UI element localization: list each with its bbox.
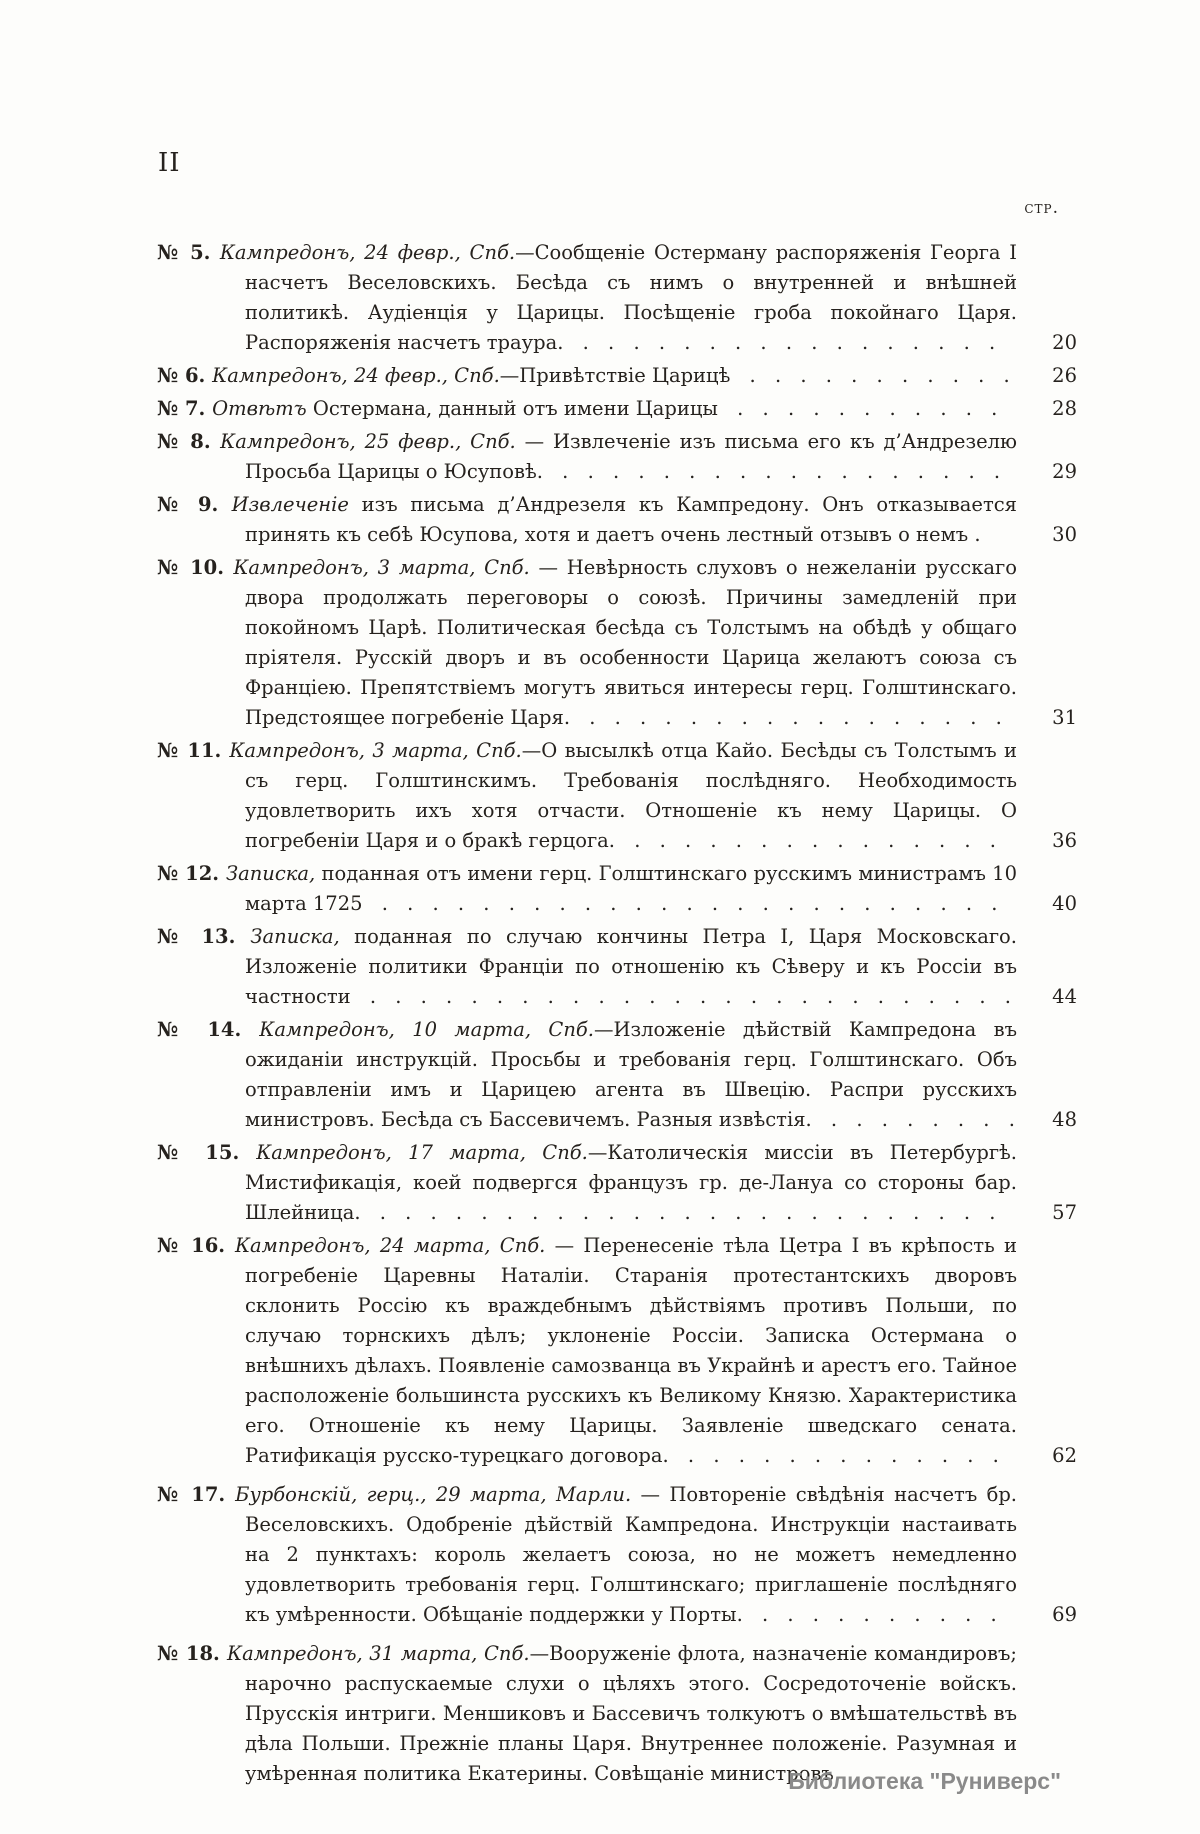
entry-description: изъ письма д’Андрезеля къ Кампредону. Онъ отказывается принять къ себѣ Юсупова, хотя и даетъ очень лестный отзывъ о немъ . [245,493,1017,546]
dot-leader: . . . . . . . . . . . . . [668,1444,999,1467]
entry-page-number: 48 [1052,1108,1077,1131]
entry-description: — Перенесеніе тѣла Цетра I въ крѣпость и погребеніе Царевны Наталіи. Старанія протестантскихъ дворовъ склонить Россію къ враждебнымъ дѣйствіямъ противъ Польши, по случаю торнскихъ дѣлъ; уклоненіе Россіи. Записка Остермана о внѣшнихъ дѣлахъ. Появленіе самозванца въ Украйнѣ и арестъ его. Тайное расположеніе большинста русскихъ къ Великому Князю. Характеристика его. Отношеніе къ нему Царицы. Заявленіе шведскаго сената. Ратификація русско-турецкаго договора. [245,1234,1017,1467]
library-watermark: Библиотека "Руниверс" [788,1768,1061,1794]
entry-description: — Повтореніе свѣдѣнія насчетъ бр. Веселовскихъ. Одобреніе дѣйствій Кампредона. Инструкціи настаивать на 2 пунктахъ: король желаетъ союза, но не можетъ немедленно удовлетворить требованія герц. Голштинскаго; приглашеніе послѣдняго къ умѣренности. Обѣщаніе поддержки у Порты. [245,1483,1018,1626]
entry-source-italic: Бурбонскій, герц., 29 марта, Марли. [235,1483,632,1506]
entry-source-italic: Извлеченіе [231,493,349,516]
entry-number: № 7. [157,397,213,420]
toc-entry [157,922,1077,1012]
entry-description: поданная отъ имени герц. Голштинскаго русскимъ министрамъ 10 марта 1725 [245,862,1017,915]
entry-source-italic: Кампредонъ, 31 марта, Спб. [227,1642,530,1665]
dot-leader: . . . . . . . . [811,1108,1015,1131]
entry-description: —Привѣтствіе Царицѣ [499,364,731,387]
entry-description: —О высылкѣ отца Кайо. Бесѣды съ Толстымъ и съ герц. Голштинскимъ. Требованія послѣдняго. Необходимость удовлетворить ихъ хотя отчасти. Отношеніе къ нему Царицы. О погребеніи Царя и о бракѣ герцога. [245,739,1018,852]
entry-page-number: 30 [1052,523,1077,546]
entry-number: № 9. [157,493,232,516]
dot-leader: . . . . . . . . . . . . . . . . . . . . . . . . . [360,1201,996,1224]
toc-entry [157,394,1077,424]
entry-page-number: 40 [1052,892,1077,915]
entry-page-number: 31 [1052,706,1077,729]
entry-description: — Извлеченіе изъ письма его къ д’Андрезелю Просьба Царицы о Юсуповѣ. [245,430,1017,483]
entry-description: —Сообщеніе Остерману распоряженія Георга I насчетъ Веселовскихъ. Бесѣда съ нимъ о внутренней и внѣшней политикѣ. Аудіенція у Царицы. Посѣщеніе гроба покойнаго Царя. Распоряженія насчетъ траура. [245,241,1017,354]
entry-page-number: 28 [1052,397,1077,420]
toc-entry [157,361,1077,391]
entry-source-italic: Кампредонъ, 24 февр., Спб. [219,241,516,264]
entry-source-italic: Кампредонъ, 10 марта, Спб. [259,1018,594,1041]
entry-description: —Вооруженіе флота, назначеніе командировъ; нарочно распускаемые слухи о цѣляхъ этого. Сосредоточеніе войскъ. Прусскія интриги. Меншиковъ и Бассевичъ толкуютъ о вмѣшательствѣ въ дѣла Польши. Прежніе планы Царя. Внутреннее положеніе. Разумная и умѣренная политика Екатерины. Совѣщаніе министровъ [245,1642,1017,1785]
entry-number: № 17. [157,1483,236,1506]
toc-entry [157,1138,1077,1228]
page-column-header: стр. [1024,198,1059,218]
entry-number: № 13. [157,925,251,948]
entry-description: поданная по случаю кончины Петра I, Царя Московскаго. Изложеніе политики Франціи по отношенію къ Сѣверу и къ Россіи въ частности [245,925,1017,1008]
entry-number: № 8. [157,430,221,453]
entry-source-italic: Кампредонъ, 24 февр., Спб. [212,364,500,387]
entry-description: —Изложеніе дѣйствій Кампредона въ ожиданіи инструкцій. Просьбы и требованія герц. Голштинскаго. Объ отправленіи имъ и Царицею агента въ Швецію. Распри русскихъ министровъ. Бесѣда съ Бассевичемъ. Разныя извѣстія. [245,1018,1017,1131]
entry-number: № 15. [157,1141,257,1164]
toc-entry [157,859,1077,919]
dot-leader: . . . . . . . . . . [742,1603,997,1626]
dot-leader: . . . . . . . . . . . . . . . [615,829,996,852]
entry-number: № 11. [157,739,230,762]
dot-leader: . . . . . . . . . . . . . . . . . . . . . . . . . [362,892,998,915]
entry-source-italic: Кампредонъ, 25 февр., Спб. [220,430,516,453]
folio-number: II [158,148,181,178]
entry-number: № 6. [157,364,213,387]
entry-page-number: 57 [1052,1201,1077,1224]
dot-leader: . . . . . . . . . . . [730,364,1010,387]
toc-entry [157,427,1077,487]
dot-leader: . . . . . . . . . . . . . . . . . [563,331,996,354]
entry-source-italic: Записка, [225,862,316,885]
toc-entry [157,1231,1077,1471]
entry-description: — Невѣрность слуховъ о нежеланіи русскаго двора продолжать переговоры о союзѣ. Причины замедленій при покойномъ Царѣ. Политическая бесѣда съ Толстымъ на обѣдѣ у общаго пріятеля. Русскій дворъ и въ особенности Царица желаютъ союза съ Франціею. Препятствіемъ могутъ явиться интересы герц. Голштинскаго. Предстоящее погребеніе Царя. [245,556,1017,729]
dot-leader: . . . . . . . . . . . . . . . . . . [542,460,1001,483]
toc-entry [157,553,1077,733]
toc-entry [157,1639,1077,1789]
entry-page-number: 62 [1052,1444,1077,1467]
entry-source-italic: Кампредонъ, 24 марта, Спб. [234,1234,546,1257]
dot-leader: . . . . . . . . . . . [717,397,998,420]
toc-entry [157,1480,1077,1630]
entry-source-italic: Отвѣтъ [212,397,307,420]
entry-number: № 14. [157,1018,260,1041]
entry-page-number: 69 [1052,1603,1077,1626]
entry-description: Остермана, данный отъ имени Царицы [306,397,718,420]
entry-number: № 16. [157,1234,235,1257]
toc-entry [157,1015,1077,1135]
entry-description: —Католическія миссіи въ Петербургѣ. Мистификація, коей подвергся французъ гр. де-Лануа со стороны бар. Шлейница. [245,1141,1017,1224]
entry-source-italic: Записка, [250,925,340,948]
dot-leader: . . . . . . . . . . . . . . . . . [570,706,1002,729]
dot-leader: . . . . . . . . . . . . . . . . . . . . . . . . . . [350,985,1011,1008]
toc-entry [157,736,1077,856]
entry-page-number: 44 [1052,985,1077,1008]
entry-number: № 18. [157,1642,228,1665]
entry-page-number: 29 [1052,460,1077,483]
entry-page-number: 36 [1052,829,1077,852]
entry-number: № 12. [157,862,226,885]
table-of-contents [157,238,1077,1789]
entry-number: № 10. [157,556,234,579]
entry-source-italic: Кампредонъ, 17 марта, Спб. [256,1141,588,1164]
entry-page-number: 26 [1052,364,1077,387]
toc-entry [157,238,1077,358]
entry-number: № 5. [157,241,220,264]
entry-source-italic: Кампредонъ, 3 марта, Спб. [233,556,530,579]
toc-entry [157,490,1077,550]
entry-source-italic: Кампредонъ, 3 марта, Спб. [229,739,522,762]
entry-page-number: 20 [1052,331,1077,354]
